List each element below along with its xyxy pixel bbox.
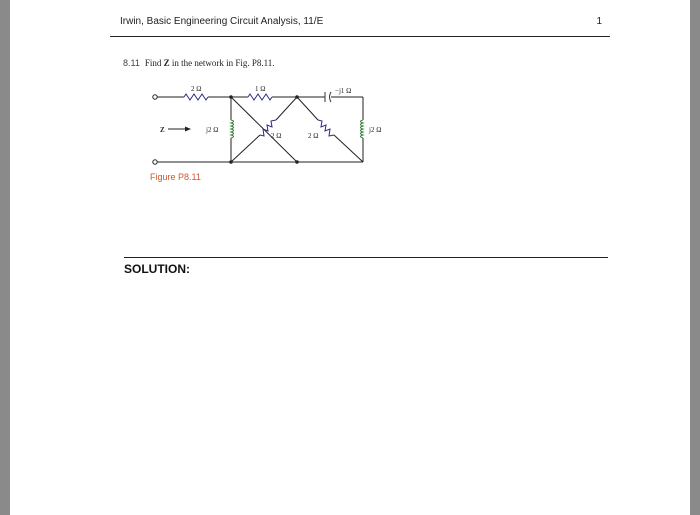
label-r-diag-right: 2 Ω [308, 132, 319, 140]
problem-number: 8.11 [123, 58, 140, 68]
z-arrow-head [185, 127, 191, 132]
z-label: Z [160, 126, 165, 134]
header-title: Irwin, Basic Engineering Circuit Analysis, 11/E [120, 16, 324, 27]
problem-statement [123, 58, 275, 68]
node-bottom-right [295, 160, 299, 164]
inductor-right [361, 120, 364, 138]
resistor-series-left [184, 94, 208, 100]
problem-symbol: Z [163, 58, 170, 68]
terminal-top [153, 95, 157, 99]
terminal-bottom [153, 160, 157, 164]
node-bottom-left [229, 160, 233, 164]
solution-divider [124, 257, 608, 258]
document-page [10, 0, 690, 515]
resistor-diag-right [318, 120, 334, 136]
figure-caption: Figure P8.11 [150, 172, 201, 182]
label-cap-top: −j1 Ω [335, 87, 352, 95]
wire-diag-left-b [276, 97, 297, 120]
wire-diag-right-b [334, 135, 363, 162]
capacitor-top [325, 92, 331, 102]
node-top-left [229, 95, 233, 99]
wire-diag-right-a [297, 97, 318, 120]
label-ind-right: j2 Ω [369, 126, 382, 134]
problem-text-after: in the network in Fig. P8.11. [169, 58, 275, 68]
label-r-series-top: 1 Ω [255, 85, 266, 93]
resistor-series-top [248, 94, 272, 100]
problem-text [145, 58, 275, 68]
wire-diag-left-a [231, 135, 260, 162]
page-header [110, 12, 610, 37]
inductor-left [231, 120, 234, 138]
label-ind-left: j2 Ω [206, 126, 219, 134]
node-top-apex [295, 95, 299, 99]
label-r-series-left: 2 Ω [191, 85, 202, 93]
problem-text-before: Find [144, 58, 164, 68]
circuit-diagram [110, 70, 390, 180]
label-r-diag-left: 2 Ω [271, 132, 282, 140]
page-number: 1 [596, 16, 602, 27]
solution-heading: SOLUTION: [124, 262, 190, 276]
